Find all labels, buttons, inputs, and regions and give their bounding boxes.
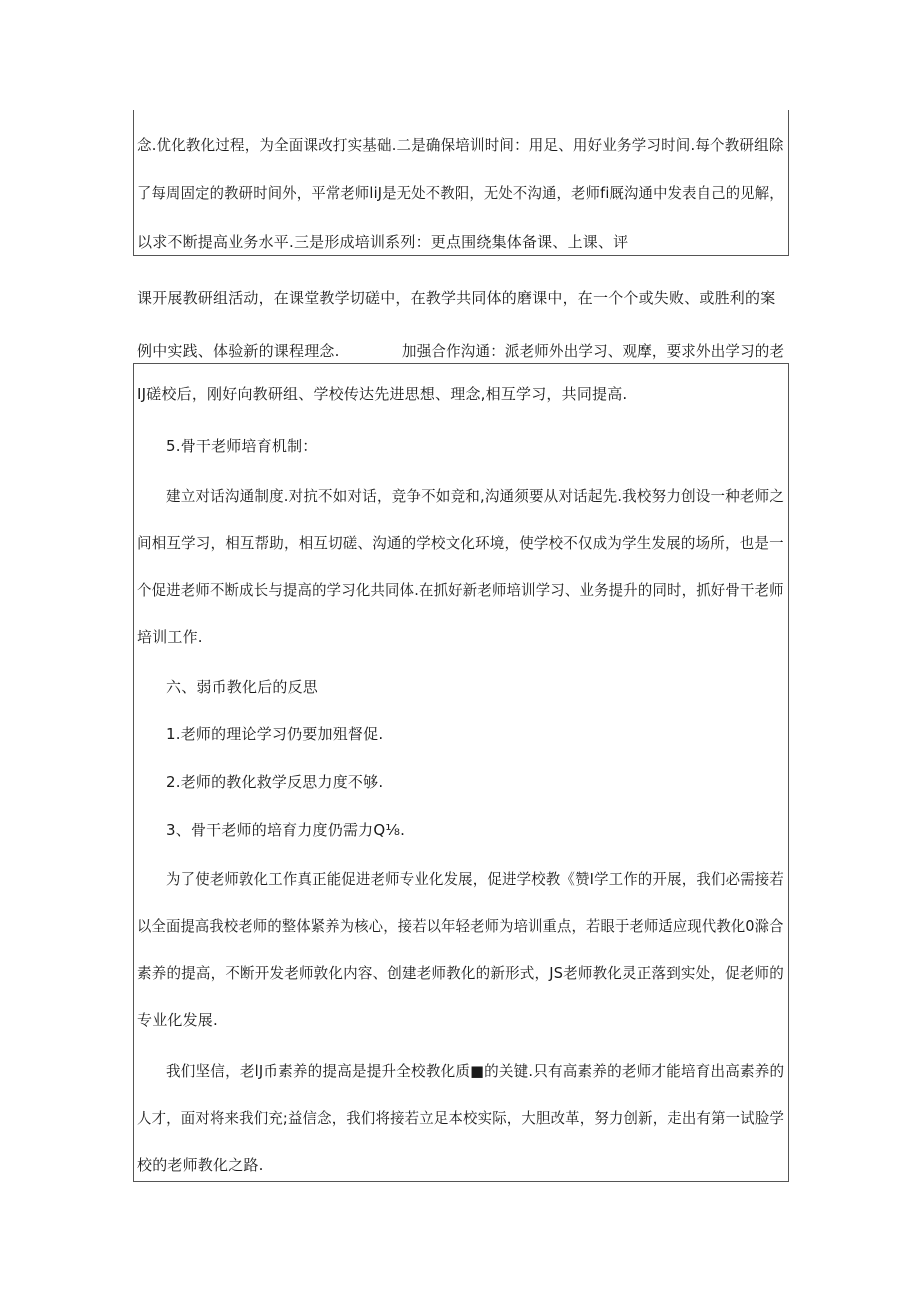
list-item-2: 2.老师的教化救学反思力度不够. — [166, 773, 384, 791]
top-line-1: 念.优化教化过程，为全面课改打实基础.二是确保培训时间：用足、用好业务学习时间.每个教研组除 — [137, 136, 784, 154]
main-paragraph-2-line-2: 间相互学习，相互帮助，相互切磋、沟通的学校文化环境，使学校不仅成为学生发展的场所，也是一 — [137, 534, 784, 552]
between-line-2-left: 例中实践、体验新的课程理念. — [137, 342, 340, 360]
main-paragraph-2-line-1: 建立对话沟通制度.对抗不如对话，竞争不如竞和,沟通须要从对话起先.我校努力创设一种老师之 — [166, 487, 785, 505]
list-item-3: 3、骨干老师的培育力度仍需力Q⅛. — [166, 821, 406, 839]
main-paragraph-4-line-3: 校的老师教化之路. — [137, 1156, 264, 1174]
main-paragraph-3-line-1: 为了使老师敦化工作真正能促进老师专业化发展，促进学校教《赞I学工作的开展，我们必需接若 — [166, 870, 785, 888]
main-paragraph-3-line-2: 以全面提高我校老师的整体紧养为核心，接若以年轻老师为培训重点，若眼于老师适应现代教化0滁合 — [137, 917, 784, 935]
main-paragraph-1: IJ磋校后，刚好向教研组、学校传达先进思想、理念,相互学习，共同提高. — [137, 385, 628, 403]
heading-5: 5.骨干老师培育机制： — [166, 437, 318, 455]
main-paragraph-4-line-1: 我们坚信，老lJ币素养的提高是提升全校教化质■的关键.只有高素养的老师才能培育出高素养的 — [166, 1062, 785, 1080]
list-item-1: 1.老师的理论学习仍要加殂督促. — [166, 725, 384, 743]
main-paragraph-3-line-3: 素养的提高，不断开发老师敦化内容、创建老师教化的新形式，JS老师教化灵正落到实处，促老师的 — [137, 964, 784, 982]
main-paragraph-2-line-3: 个促进老师不断成长与提高的学习化共同体.在抓好新老师培训学习、业务提升的同时，抓好骨干老师 — [137, 581, 784, 599]
main-paragraph-3-line-4: 专业化发展. — [137, 1011, 218, 1029]
between-line-2-right: 加强合作沟通：派老师外出学习、观摩，要求外出学习的老 — [402, 342, 785, 360]
between-line-1: 课开展教研组活动，在课堂教学切磋中，在教学共同体的磨课中，在一个个或失败、或胜利的案 — [137, 289, 776, 307]
top-line-2: 了每周固定的教研时间外，平常老师liJ是无处不教阳，无处不沟通，老师fi厩沟通中发表自己的见解， — [137, 184, 784, 202]
heading-6: 六、弱币教化后的反思 — [166, 678, 319, 696]
main-paragraph-4-line-2: 人才，面对将来我们充;益信念，我们将接若立足本校实际，大胆改革，努力创新，走出有第一试脸学 — [137, 1109, 785, 1127]
main-paragraph-2-line-4: 培训工作. — [137, 628, 203, 646]
top-line-3: 以求不断提高业务水平.三是形成培训系列：更点围绕集体备课、上课、评 — [137, 233, 629, 251]
